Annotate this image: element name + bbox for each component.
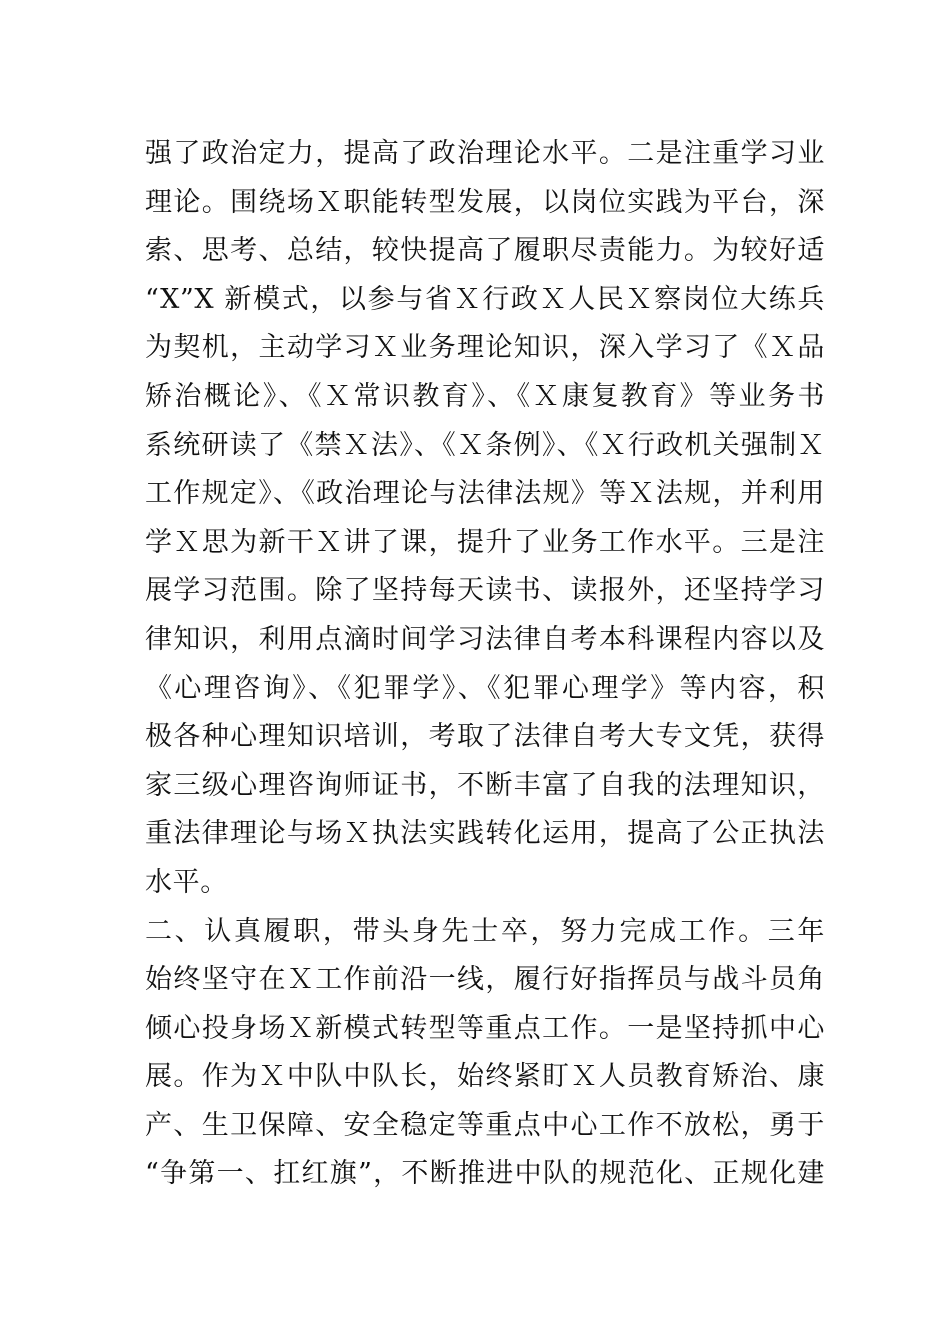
text-line: “X”X 新模式，以参与省Ｘ行政Ｘ人民Ｘ察岗位大练兵	[145, 283, 825, 315]
text-line: 为契机，主动学习Ｘ业务理论知识，深入学习了《Ｘ品	[145, 332, 825, 364]
text-line: 索、思考、总结，较快提高了履职尽责能力。为较好适	[145, 235, 825, 267]
text-line: 律知识，利用点滴时间学习法律自考本科课程内容以及	[145, 623, 825, 655]
text-line: 家三级心理咨询师证书，不断丰富了自我的法理知识，	[145, 769, 825, 801]
text-line: 极各种心理知识培训，考取了法律自考大专文凭，获得	[145, 721, 825, 753]
text-line: 产、生卫保障、安全稳定等重点中心工作不放松，勇于	[145, 1109, 825, 1141]
text-line: 展学习范围。除了坚持每天读书、读报外，还坚持学习	[145, 575, 825, 607]
text-line: 系统研读了《禁Ｘ法》、《Ｘ条例》、《Ｘ行政机关强制Ｘ	[145, 429, 825, 461]
text-line: “争第一、扛红旗”，不断推进中队的规范化、正规化建	[145, 1158, 825, 1190]
text-line: 矫治概论》、《Ｘ常识教育》、《Ｘ康复教育》等业务书	[145, 380, 825, 412]
text-line: 始终坚守在Ｘ工作前沿一线，履行好指挥员与战斗员角	[145, 964, 825, 996]
text-line: 学Ｘ思为新干Ｘ讲了课，提升了业务工作水平。三是注	[145, 526, 825, 558]
text-line: 水平。	[145, 866, 228, 898]
document-body	[145, 130, 825, 1199]
text-line: 工作规定》、《政治理论与法律法规》等Ｘ法规，并利用	[145, 478, 825, 510]
text-line: 展。作为Ｘ中队中队长，始终紧盯Ｘ人员教育矫治、康	[145, 1061, 825, 1093]
text-line: 二、认真履职，带头身先士卒，努力完成工作。三年	[145, 915, 825, 947]
text-line: 重法律理论与场Ｘ执法实践转化运用，提高了公正执法	[145, 818, 825, 850]
text-line: 理论。围绕场Ｘ职能转型发展，以岗位实践为平台，深	[145, 186, 825, 218]
text-line: 倾心投身场Ｘ新模式转型等重点工作。一是坚持抓中心	[145, 1012, 825, 1044]
text-line: 《心理咨询》、《犯罪学》、《犯罪心理学》等内容，积	[145, 672, 825, 704]
text-line: 强了政治定力，提高了政治理论水平。二是注重学习业	[145, 138, 825, 169]
